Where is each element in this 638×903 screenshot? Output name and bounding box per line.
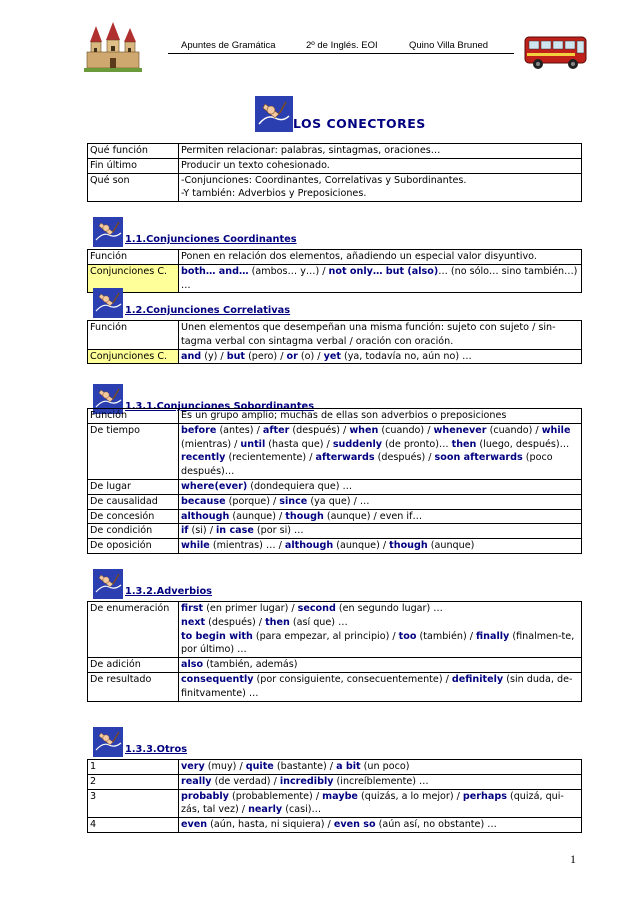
row-value bbox=[179, 524, 582, 539]
section-label: 1.3.2.Adverbios bbox=[125, 586, 213, 597]
row-value bbox=[179, 774, 582, 789]
writing-hand-icon bbox=[93, 727, 123, 757]
row-value bbox=[179, 760, 582, 775]
table-row bbox=[88, 509, 582, 524]
gloss-text: (cuando) / bbox=[486, 424, 542, 436]
row-key: De tiempo bbox=[88, 423, 179, 479]
castle-icon bbox=[84, 20, 142, 72]
header-subject: Apuntes de Gramática bbox=[181, 40, 276, 51]
bus-icon bbox=[524, 34, 588, 70]
section-label: 1.1.Conjunciones Coordinantes bbox=[125, 234, 297, 245]
section-label: 1.3.3.Otros bbox=[125, 744, 188, 755]
gloss-text: (quizás, a lo mejor) / bbox=[357, 790, 463, 802]
connector-term: not only… but (also) bbox=[328, 265, 439, 277]
gloss-text: (increíblemente) … bbox=[333, 775, 429, 787]
section-heading bbox=[87, 217, 387, 249]
gloss-text: (después) / bbox=[289, 424, 350, 436]
row-key: Qué son bbox=[88, 173, 179, 202]
gloss-text: (hasta que) / bbox=[265, 438, 333, 450]
gloss-text: (porque) / bbox=[225, 495, 280, 507]
gloss-text: (aunque) bbox=[427, 540, 475, 552]
connector-term: because bbox=[181, 495, 226, 507]
gloss-text: (en segundo lugar) … bbox=[335, 603, 443, 614]
row-key: De adición bbox=[88, 658, 179, 673]
connector-term: maybe bbox=[322, 790, 358, 802]
header-course: 2º de Inglés. EOI bbox=[306, 40, 378, 51]
gloss-text: (también, además) bbox=[203, 659, 298, 671]
table-row bbox=[88, 479, 582, 494]
connector-term: whenever bbox=[433, 424, 487, 436]
row-value bbox=[179, 250, 582, 265]
header-author: Quino Villa Bruned bbox=[409, 40, 489, 51]
gloss-text: (ya que) / … bbox=[307, 495, 370, 507]
table-row bbox=[88, 494, 582, 509]
gloss-text: (ya, todavía no, aún no) … bbox=[340, 350, 472, 362]
title-block bbox=[255, 96, 455, 136]
gloss-text: (en primer lugar) / bbox=[203, 603, 298, 614]
gloss-text: (aún así, no obstante) … bbox=[375, 819, 497, 831]
gloss-text: (también) / bbox=[416, 630, 477, 642]
gloss-text: (cuando) / bbox=[378, 424, 434, 436]
connector-term: recently bbox=[181, 452, 226, 464]
row-key: De oposición bbox=[88, 539, 179, 554]
row-value bbox=[179, 349, 582, 364]
section-heading bbox=[87, 288, 387, 320]
row-key: Función bbox=[88, 250, 179, 265]
table-row bbox=[88, 539, 582, 554]
connector-term: then bbox=[451, 438, 477, 450]
section-table bbox=[87, 249, 582, 293]
connector-term: before bbox=[181, 424, 217, 436]
connector-term: too bbox=[398, 630, 417, 642]
row-value bbox=[179, 789, 582, 818]
section-label: 1.3.1.Conjunciones Sobordinantes bbox=[125, 401, 315, 412]
gloss-text: (para empezar, al principio) / bbox=[252, 630, 399, 642]
row-key: De enumeración bbox=[88, 602, 179, 658]
row-value bbox=[179, 509, 582, 524]
connector-term: even bbox=[181, 819, 208, 831]
row-key: 4 bbox=[88, 818, 179, 833]
row-value bbox=[179, 672, 582, 701]
gloss-text: (poco después)… bbox=[181, 452, 553, 478]
writing-hand-icon bbox=[255, 96, 293, 132]
row-key: Función bbox=[88, 409, 179, 424]
section-table bbox=[87, 601, 582, 702]
section-table bbox=[87, 408, 582, 554]
table-row bbox=[88, 144, 582, 159]
gloss-text: (un poco) bbox=[360, 761, 410, 772]
connector-term: definitely bbox=[451, 673, 504, 685]
page-title: LOS CONECTORES bbox=[293, 116, 426, 131]
connector-term: soon afterwards bbox=[434, 452, 523, 464]
page-header bbox=[0, 0, 638, 80]
gloss-text: (si) / bbox=[188, 525, 216, 537]
connector-term: next bbox=[181, 616, 206, 628]
connector-term: since bbox=[279, 495, 308, 507]
row-key: Función bbox=[88, 321, 179, 350]
gloss-text: (por si) … bbox=[253, 525, 304, 537]
connector-term: and bbox=[181, 350, 202, 362]
gloss-text: (después) / bbox=[205, 616, 266, 628]
row-value bbox=[179, 818, 582, 833]
connector-term: though bbox=[389, 540, 428, 552]
gloss-text: (aunque) / bbox=[333, 540, 390, 552]
gloss-text: (de verdad) / bbox=[211, 775, 280, 787]
writing-hand-icon bbox=[93, 217, 123, 247]
connector-term: until bbox=[240, 438, 266, 450]
gloss-text: (quizá, qui-zás, tal vez) / bbox=[181, 790, 564, 816]
section-heading bbox=[87, 727, 387, 759]
connector-term: to begin with bbox=[181, 630, 253, 642]
row-value bbox=[179, 602, 582, 658]
gloss-text: (de pronto)… bbox=[381, 438, 452, 450]
connector-term: or bbox=[286, 350, 298, 362]
gloss-text: (y) / bbox=[201, 350, 227, 362]
gloss-text: (aunque) / bbox=[229, 510, 286, 522]
gloss-text: (antes) / bbox=[216, 424, 263, 436]
connector-term: yet bbox=[323, 350, 341, 362]
row-value bbox=[179, 423, 582, 479]
row-value bbox=[179, 539, 582, 554]
table-row bbox=[88, 158, 582, 173]
row-value bbox=[179, 409, 582, 424]
table-row bbox=[88, 250, 582, 265]
section-heading bbox=[87, 569, 387, 601]
table-row bbox=[88, 524, 582, 539]
connector-term: then bbox=[265, 616, 290, 628]
connector-term: where(ever) bbox=[181, 480, 248, 492]
table-row bbox=[88, 789, 582, 818]
gloss-text: (por consiguiente, consecuentemente) / bbox=[253, 673, 452, 685]
connector-term: consequently bbox=[181, 673, 254, 685]
connector-term: really bbox=[181, 775, 212, 787]
gloss-text: (luego, después)… bbox=[476, 438, 570, 450]
connector-term: although bbox=[284, 540, 334, 552]
row-key: Conjunciones C. bbox=[88, 349, 179, 364]
gloss-text: (mientras) / bbox=[181, 438, 241, 450]
row-value: -Conjunciones: Coordinantes, Correlativas y Subordinantes. -Y también: Adverbios y Preposiciones. bbox=[179, 173, 582, 202]
row-value bbox=[179, 321, 582, 350]
connector-term: though bbox=[285, 510, 324, 522]
gloss-text: (recientemente) / bbox=[225, 452, 316, 464]
connector-term: incredibly bbox=[279, 775, 334, 787]
row-value bbox=[179, 479, 582, 494]
gloss-text: (probablemente) / bbox=[228, 790, 323, 802]
table-row bbox=[88, 672, 582, 701]
connector-term: second bbox=[297, 603, 336, 614]
table-row bbox=[88, 349, 582, 364]
table-row bbox=[88, 173, 582, 202]
gloss-text: (muy) / bbox=[204, 761, 246, 772]
gloss-text: Ponen en relación dos elementos, añadiendo un especial valor disyuntivo. bbox=[181, 251, 537, 262]
connector-term: although bbox=[181, 510, 230, 522]
connector-term: suddenly bbox=[332, 438, 382, 450]
gloss-text: Es un grupo amplio; muchas de ellas son adverbios o preposiciones bbox=[181, 410, 507, 421]
gloss-text: (casi)… bbox=[282, 804, 322, 816]
writing-hand-icon bbox=[93, 569, 123, 599]
row-key: De condición bbox=[88, 524, 179, 539]
row-value: Permiten relacionar: palabras, sintagmas, oraciones… bbox=[179, 144, 582, 159]
connector-term: very bbox=[181, 761, 205, 772]
gloss-text: (mientras) … / bbox=[209, 540, 285, 552]
table-row bbox=[88, 658, 582, 673]
table-row bbox=[88, 774, 582, 789]
gloss-text: (ambos… y…) / bbox=[248, 265, 329, 277]
connector-term: if bbox=[181, 525, 189, 537]
connector-term: while bbox=[181, 540, 210, 552]
row-key: Qué función bbox=[88, 144, 179, 159]
gloss-text: (finalmen-te, por último) … bbox=[181, 630, 575, 656]
table-row bbox=[88, 423, 582, 479]
section-label: 1.2.Conjunciones Correlativas bbox=[125, 305, 291, 316]
header-rule bbox=[168, 53, 514, 54]
section-table bbox=[87, 320, 582, 364]
section-table bbox=[87, 759, 582, 833]
row-key: 3 bbox=[88, 789, 179, 818]
row-key: 2 bbox=[88, 774, 179, 789]
connector-term: when bbox=[349, 424, 379, 436]
table-row bbox=[88, 818, 582, 833]
connector-term: while bbox=[541, 424, 571, 436]
connector-term: in case bbox=[216, 525, 254, 537]
gloss-text: (después) / bbox=[374, 452, 435, 464]
gloss-text: (así que) … bbox=[289, 616, 348, 628]
writing-hand-icon bbox=[93, 288, 123, 318]
connector-term: probably bbox=[181, 790, 229, 802]
gloss-text: (sin duda, de-finitvamente) … bbox=[181, 673, 573, 699]
row-key: 1 bbox=[88, 760, 179, 775]
connector-term: also bbox=[181, 659, 204, 671]
row-key: De concesión bbox=[88, 509, 179, 524]
gloss-text: (aunque) / even if… bbox=[323, 510, 423, 522]
connector-term: finally bbox=[476, 630, 510, 642]
table-row bbox=[88, 321, 582, 350]
gloss-text: (aún, hasta, ni siquiera) / bbox=[207, 819, 334, 831]
connector-term: perhaps bbox=[462, 790, 507, 802]
table-row bbox=[88, 760, 582, 775]
gloss-text: (pero) / bbox=[245, 350, 287, 362]
page-number: 1 bbox=[570, 852, 576, 866]
connector-term: afterwards bbox=[315, 452, 375, 464]
row-value bbox=[179, 494, 582, 509]
connector-term: but bbox=[226, 350, 246, 362]
gloss-text: (dondequiera que) … bbox=[247, 480, 353, 492]
connector-term: quite bbox=[245, 761, 274, 772]
connector-term: a bit bbox=[336, 761, 361, 772]
gloss-text: Unen elementos que desempeñan una misma función: sujeto con sujeto / sin-tagma verbal con sintagma verbal / oración con oración. bbox=[181, 322, 556, 347]
row-key: De resultado bbox=[88, 672, 179, 701]
gloss-text: (o) / bbox=[297, 350, 324, 362]
row-key: De causalidad bbox=[88, 494, 179, 509]
table-row bbox=[88, 409, 582, 424]
connector-term: after bbox=[262, 424, 290, 436]
connector-term: nearly bbox=[248, 804, 283, 816]
row-key: Conjunciones C. bbox=[88, 264, 179, 293]
gloss-text: … (no sólo… sino también…) … bbox=[181, 265, 578, 291]
connector-term: even so bbox=[333, 819, 376, 831]
table-row bbox=[88, 602, 582, 658]
gloss-text: (bastante) / bbox=[273, 761, 337, 772]
row-value bbox=[179, 658, 582, 673]
row-key: Fin último bbox=[88, 158, 179, 173]
intro-table bbox=[87, 143, 582, 202]
connector-term: first bbox=[181, 603, 204, 614]
row-key: De lugar bbox=[88, 479, 179, 494]
row-value: Producir un texto cohesionado. bbox=[179, 158, 582, 173]
connector-term: both… and… bbox=[181, 265, 249, 277]
